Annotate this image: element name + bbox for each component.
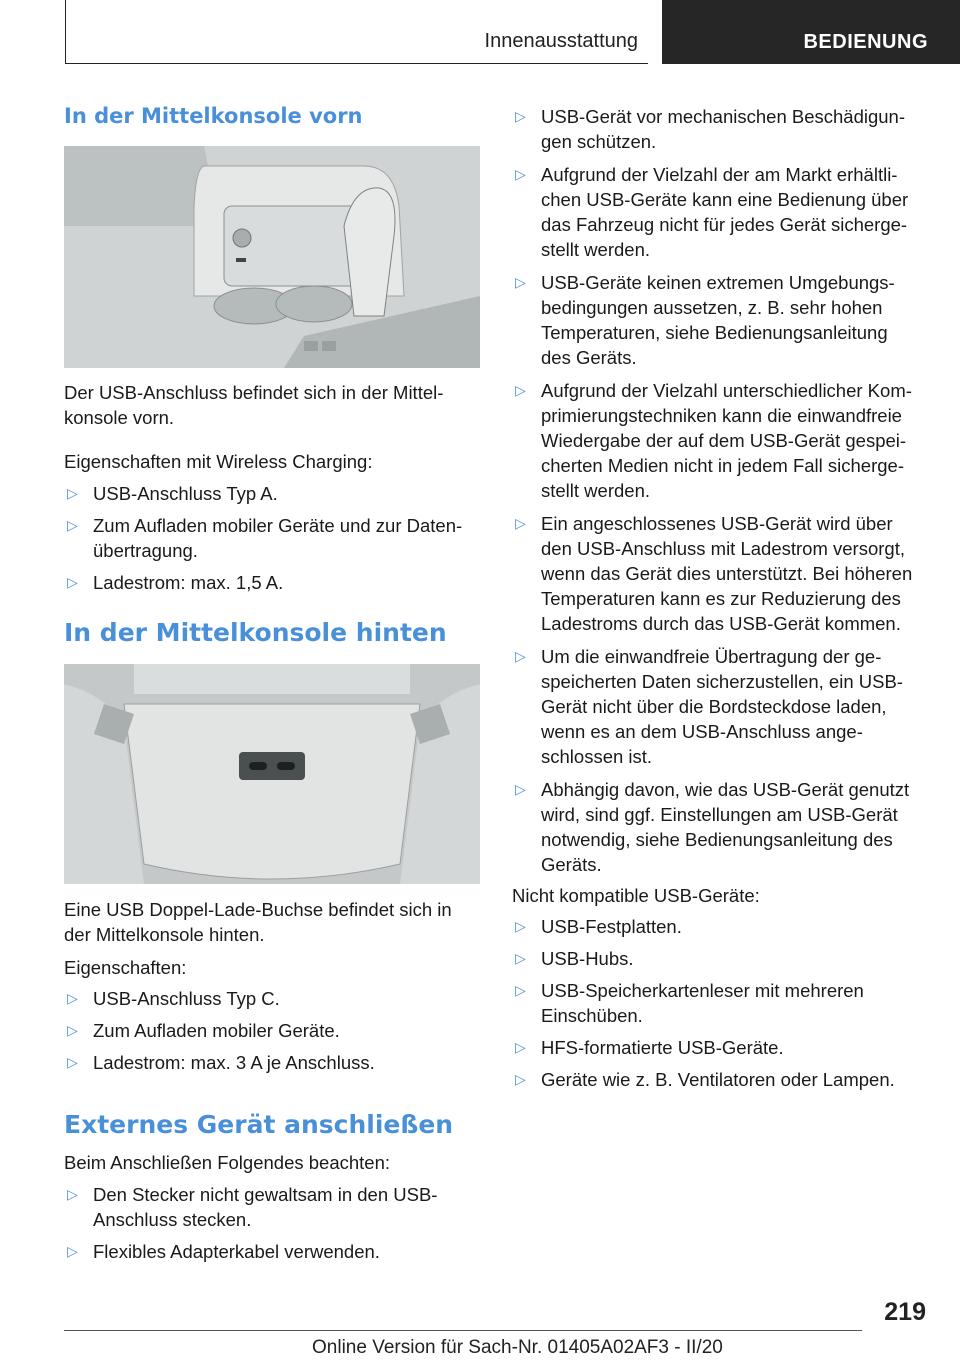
list-item: ▷ Ladestrom: max. 3 A je Anschluss. — [67, 1052, 375, 1073]
paragraph-props-wireless: Eigenschaften mit Wireless Charging: — [64, 451, 373, 472]
list-item: ▷ Aufgrund der Vielzahl der am Markt erhältli- chen USB-Geräte kann eine Bedienung über das Fahrzeug nicht für jedes Gerät sicherge- stellt werden. — [515, 164, 909, 260]
triangle-bullet-icon: ▷ — [515, 1071, 526, 1087]
triangle-bullet-icon: ▷ — [67, 1243, 78, 1259]
triangle-bullet-icon: ▷ — [515, 166, 526, 182]
triangle-bullet-icon: ▷ — [515, 1039, 526, 1055]
heading-mittelkonsole-hinten: In der Mittelkonsole hinten — [64, 618, 447, 647]
triangle-bullet-icon: ▷ — [67, 517, 78, 533]
heading-mittelkonsole-vorn: In der Mittelkonsole vorn — [64, 104, 363, 128]
triangle-bullet-icon: ▷ — [515, 982, 526, 998]
paragraph-props: Eigenschaften: — [64, 957, 187, 978]
triangle-bullet-icon: ▷ — [515, 781, 526, 797]
triangle-bullet-icon: ▷ — [515, 918, 526, 934]
rear-console-illustration — [64, 664, 480, 884]
list-item: ▷ Ladestrom: max. 1,5 A. — [67, 572, 284, 593]
triangle-bullet-icon: ▷ — [515, 515, 526, 531]
list-item: ▷ Den Stecker nicht gewaltsam in den USB- Anschluss stecken. — [67, 1184, 438, 1230]
list-item: ▷ Zum Aufladen mobiler Geräte und zur Daten- übertragung. — [67, 515, 463, 561]
triangle-bullet-icon: ▷ — [67, 485, 78, 501]
list-item: ▷ Abhängig davon, wie das USB-Gerät genutzt wird, sind ggf. Einstellungen am USB-Gerät notwendig, siehe Bedienungsanleitung des Geräts. — [515, 779, 910, 875]
list-item: ▷ USB-Hubs. — [515, 948, 634, 969]
list-item: ▷ Aufgrund der Vielzahl unterschiedlicher Kom- primierungstechniken kann die einwandfreie Wiedergabe der auf dem USB-Gerät gespei- cherten Medien nicht in jedem Fall sicherge- stellt werden. — [515, 380, 912, 501]
triangle-bullet-icon: ▷ — [67, 1186, 78, 1202]
triangle-bullet-icon: ▷ — [515, 274, 526, 290]
paragraph-incompatible: Nicht kompatible USB-Geräte: — [512, 885, 760, 906]
triangle-bullet-icon: ▷ — [515, 648, 526, 664]
list-item: ▷ USB-Gerät vor mechanischen Beschädigun- gen schützen. — [515, 106, 906, 152]
footer-version: Online Version für Sach-Nr. 01405A02AF3 - II/20 — [312, 1337, 723, 1358]
footer-rule — [64, 1330, 862, 1331]
photo-rear-console — [64, 664, 480, 884]
triangle-bullet-icon: ▷ — [67, 574, 78, 590]
photo-front-console — [64, 146, 480, 368]
list-item: ▷ USB-Anschluss Typ A. — [67, 483, 278, 504]
front-console-illustration — [64, 146, 480, 368]
page-number: 219 — [884, 1298, 926, 1326]
paragraph-rear-usb: Eine USB Doppel-Lade-Buchse befindet sich in der Mittelkonsole hinten. — [64, 899, 452, 945]
list-item: ▷ Flexibles Adapterkabel verwenden. — [67, 1241, 380, 1262]
triangle-bullet-icon: ▷ — [515, 108, 526, 124]
list-item: ▷ Ein angeschlossenes USB-Gerät wird über den USB-Anschluss mit Ladestrom versorgt, wenn das Gerät dies unterstützt. Bei höheren Temperaturen kann es zur Reduzierung des Ladestroms durch das USB-Gerät kommen. — [515, 513, 913, 634]
list-item: ▷ USB-Anschluss Typ C. — [67, 988, 280, 1009]
list-item: ▷ Geräte wie z. B. Ventilatoren oder Lampen. — [515, 1069, 895, 1090]
list-item: ▷ HFS-formatierte USB-Geräte. — [515, 1037, 784, 1058]
list-item: ▷ USB-Geräte keinen extremen Umgebungs- bedingungen aussetzen, z. B. sehr hohen Temperaturen, siehe Bedienungsanleitung des Geräts. — [515, 272, 895, 368]
list-rear-props — [64, 986, 480, 1075]
list-incompatible — [512, 914, 932, 1092]
chapter-title: BEDIENUNG — [803, 31, 928, 53]
heading-externes-geraet: Externes Gerät anschließen — [64, 1110, 454, 1139]
list-item: ▷ USB-Festplatten. — [515, 916, 682, 937]
paragraph-front-usb: Der USB-Anschluss befindet sich in der Mittel- konsole vorn. — [64, 382, 444, 428]
list-item: ▷ Zum Aufladen mobiler Geräte. — [67, 1020, 340, 1041]
list-front-props — [64, 481, 480, 595]
list-extern — [64, 1182, 480, 1264]
list-item: ▷ Um die einwandfreie Übertragung der ge- speicherten Daten sicherzustellen, ein USB- Gerät nicht über die Bordsteckdose laden, wenn es an dem USB-Anschluss ange- schlossen ist. — [515, 646, 903, 767]
triangle-bullet-icon: ▷ — [515, 950, 526, 966]
triangle-bullet-icon: ▷ — [515, 382, 526, 398]
chapter-tab — [662, 0, 960, 64]
triangle-bullet-icon: ▷ — [67, 1022, 78, 1038]
paragraph-extern: Beim Anschließen Folgendes beachten: — [64, 1152, 391, 1173]
triangle-bullet-icon: ▷ — [67, 990, 78, 1006]
section-title: Innenausstattung — [484, 30, 638, 52]
triangle-bullet-icon: ▷ — [67, 1054, 78, 1070]
list-item: ▷ USB-Speicherkartenleser mit mehreren Einschüben. — [515, 980, 864, 1026]
list-usb-hints — [512, 104, 932, 877]
